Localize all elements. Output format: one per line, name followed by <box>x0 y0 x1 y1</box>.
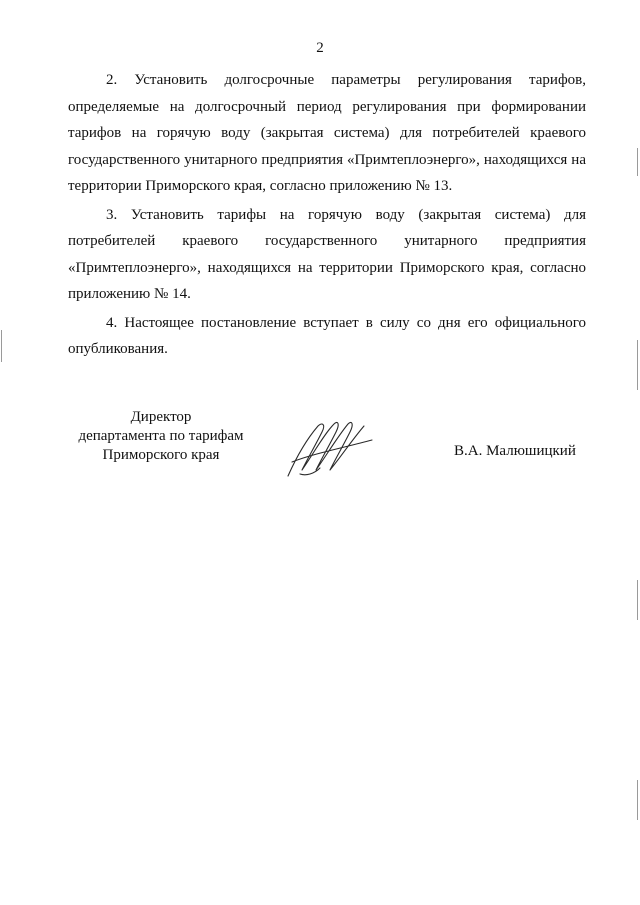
paragraph-item-4: 4. Настоящее постановление вступает в силу со дня его официального опубликования. <box>68 314 586 357</box>
signatory-position <box>66 408 256 465</box>
paragraph-item-2: 2. Установить долгосрочные параметры регулирования тарифов, определяемые на долгосрочный период регулирования при формировании тарифов на горячую воду (закрытая система) для потребителей краевого государственного унитарного предприятия «Примтеплоэнерго», находящихся на территории Приморского края, согласно приложению № 13. <box>68 72 586 194</box>
position-line-3: Приморского края <box>102 447 220 463</box>
scan-edge-mark <box>637 580 638 620</box>
handwritten-signature <box>282 412 377 482</box>
signer-name: В.А. Малюшицкий <box>454 443 576 459</box>
page-number: 2 <box>316 40 324 56</box>
scan-edge-mark <box>637 148 638 176</box>
scan-edge-mark <box>637 340 638 390</box>
position-line-2: департамента по тарифам <box>78 428 244 444</box>
document-body <box>68 67 586 365</box>
scan-edge-mark <box>637 780 638 820</box>
position-line-1: Директор <box>130 409 192 425</box>
scan-edge-mark <box>1 330 2 362</box>
paragraph-item-3: 3. Установить тарифы на горячую воду (закрытая система) для потребителей краевого государственного унитарного предприятия «Примтеплоэнерго», находящихся на территории Приморского края, согласно приложению № 14. <box>68 206 586 302</box>
